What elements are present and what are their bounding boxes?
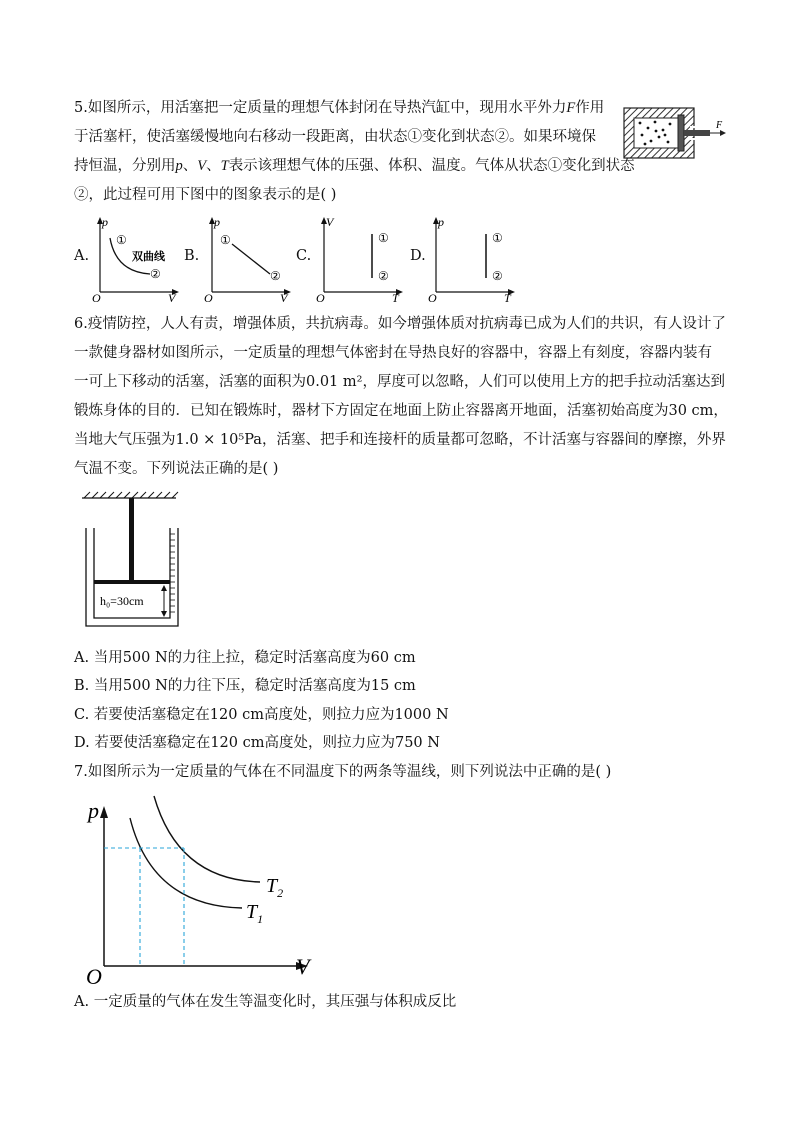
q6-option-c: C. 若要使活塞稳定在120 cm高度处，则拉力应为1000 N (74, 707, 449, 723)
axis-label-x: V (168, 291, 176, 304)
q5-option-c-label: C. (296, 248, 312, 264)
axis-label-y: V (326, 215, 334, 229)
q5-option-a-graph (88, 214, 184, 304)
origin-label: O (86, 964, 102, 989)
axis-label-x: T (504, 291, 511, 304)
isotherm-T2 (154, 796, 260, 882)
state-1-label: ① (492, 231, 503, 245)
piston (678, 115, 684, 151)
state-2-label: ② (378, 269, 389, 283)
state-1-label: ① (116, 233, 127, 247)
q6-option-d: D. 若要使活塞稳定在120 cm高度处，则拉力应为750 N (74, 735, 440, 751)
axis-label-y: p (102, 215, 108, 229)
q6-line-2: 一款健身器材如图所示，一定质量的理想气体密封在导热良好的容器中，容器上有刻度，容器内装有 (74, 345, 712, 361)
isotherm-T1 (130, 818, 242, 908)
height-label: h₀=30cm (100, 594, 144, 608)
state-2-label: ② (270, 269, 281, 283)
q5-option-b-label: B. (184, 248, 200, 264)
connecting-rod (129, 498, 134, 582)
dashed-guides (104, 848, 184, 966)
q5-line-1: 5.如图所示，用活塞把一定质量的理想气体封闭在导热汽缸中，现用水平外力F作用 (74, 100, 605, 116)
state-1-label: ① (378, 231, 389, 245)
q5-option-d-label: D. (410, 248, 426, 264)
T1-label: $T_1$ (246, 901, 264, 926)
origin-label: O (92, 291, 101, 304)
state-2-label: ② (492, 269, 503, 283)
force-label: F (716, 120, 723, 131)
origin-label: O (204, 291, 213, 304)
q5-option-a-label: A. (74, 248, 90, 264)
piston-rod (684, 130, 710, 136)
axis-label-y: p (214, 215, 220, 229)
q5-cylinder-figure (620, 104, 730, 162)
origin-label: O (316, 291, 325, 304)
q5-option-b-graph (200, 214, 296, 304)
q6-option-a: A. 当用500 N的力往上拉，稳定时活塞高度为60 cm (74, 650, 416, 666)
q5-option-c-graph (312, 214, 408, 304)
q6-line-1: 6.疫情防控，人人有责，增强体质，共抗病毒。如今增强体质对抗病毒已成为人们的共识，有人设计了 (74, 316, 726, 332)
axis-label-x: T (392, 291, 399, 304)
q7-isotherm-graph (82, 788, 322, 990)
axis-label-y: p (438, 215, 444, 229)
q6-line-3: 一可上下移动的活塞，活塞的面积为0.01 m²，厚度可以忽略，人们可以使用上方的把手拉动活塞达到 (74, 374, 725, 390)
q6-option-b: B. 当用500 N的力往下压，稳定时活塞高度为15 cm (74, 678, 416, 694)
q6-fitness-device-figure (80, 490, 190, 636)
q6-line-6: 气温不变。下列说法正确的是( ) (74, 461, 279, 477)
axis-label-x: V (296, 954, 310, 979)
axis-label-y: p (88, 798, 99, 823)
state-2-label: ② (150, 267, 161, 281)
q5-line-2: 于活塞杆，使活塞缓慢地向右移动一段距离，由状态①变化到状态②。如果环境保 (74, 129, 596, 145)
curve-label: 双曲线 (132, 251, 165, 263)
scale-ticks (170, 534, 175, 612)
T2-label: $T_2$ (266, 875, 284, 900)
axis-label-x: V (280, 291, 288, 304)
q5-option-d-graph (424, 214, 520, 304)
q5-line-3: 持恒温，分别用p、V、T表示该理想气体的压强、体积、温度。气体从状态①变化到状态 (74, 158, 635, 174)
q7-stem: 7.如图所示为一定质量的气体在不同温度下的两条等温线，则下列说法中正确的是( ) (74, 764, 612, 780)
state-1-label: ① (220, 233, 231, 247)
q6-line-4: 锻炼身体的目的．已知在锻炼时，器材下方固定在地面上防止容器离开地面，活塞初始高度为30 cm， (74, 403, 728, 419)
ceiling-hatch (84, 492, 178, 498)
piston (94, 580, 170, 584)
q5-line-4: ②，此过程可用下图中的图象表示的是( ) (74, 187, 337, 203)
straight-line (232, 244, 270, 274)
origin-label: O (428, 291, 437, 304)
q6-line-5: 当地大气压强为1.0 × 10⁵Pa，活塞、把手和连接杆的质量都可忽略，不计活塞与容器间的摩擦，外界 (74, 432, 726, 448)
q7-option-a: A. 一定质量的气体在发生等温变化时，其压强与体积成反比 (74, 994, 457, 1010)
